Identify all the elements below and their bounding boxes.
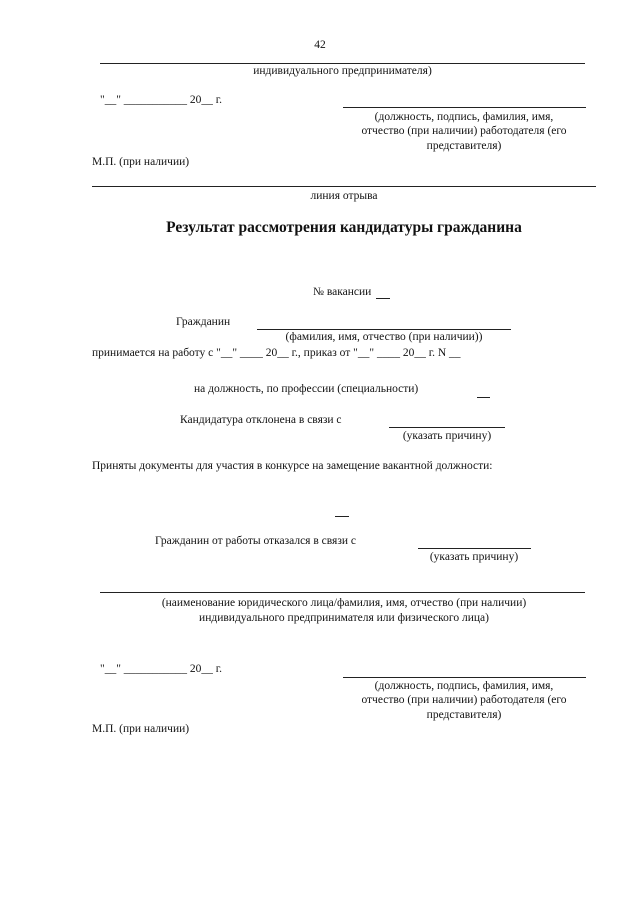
entity-underline-bottom	[100, 592, 585, 593]
vacancy-number-label	[313, 285, 371, 299]
date-line-top: "__" ___________ 20__ г.	[100, 94, 223, 106]
date-line-bottom: "__" ___________ 20__ г.	[100, 663, 223, 675]
stamp-top: М.П. (при наличии)	[92, 156, 190, 168]
rejected-reason-line	[389, 427, 505, 428]
refused-line: Гражданин от работы отказался в связи с	[155, 535, 356, 547]
entrepreneur-caption-top: индивидуального предпринимателя)	[253, 65, 432, 77]
hired-line: принимается на работу с "__" ____ 20__ г., приказ от "__" ____ 20__ г. N __	[92, 347, 461, 359]
page-number: 42	[314, 39, 326, 51]
vacancy-number-line	[376, 298, 390, 299]
refused-reason-line	[418, 548, 531, 549]
form-title: Результат рассмотрения кандидатуры гражданина	[166, 219, 522, 236]
stamp-bottom: М.П. (при наличии)	[92, 723, 190, 735]
citizen-label: Гражданин	[176, 316, 231, 328]
tear-line	[92, 186, 596, 187]
position-line: на должность, по профессии (специальности)	[194, 383, 419, 395]
signature-line-bottom	[343, 677, 586, 678]
signature-caption-bottom-1: (должность, подпись, фамилия, имя,	[374, 680, 554, 692]
refused-reason-caption: (указать причину)	[429, 551, 519, 563]
rejected-reason-caption: (указать причину)	[402, 430, 492, 442]
signature-line-top	[343, 107, 586, 108]
signature-caption-bottom-3: представителя)	[426, 709, 502, 721]
documents-answer-line	[335, 516, 349, 517]
rejected-line: Кандидатура отклонена в связи с	[180, 414, 342, 426]
signature-caption-bottom-2: отчество (при наличии) работодателя (его	[361, 694, 567, 706]
position-answer-line	[477, 397, 490, 398]
entity-caption-bottom-2: индивидуального предпринимателя или физического лица)	[199, 612, 489, 624]
signature-caption-top-2: отчество (при наличии) работодателя (его	[361, 125, 567, 137]
signature-caption-top-1: (должность, подпись, фамилия, имя,	[374, 111, 554, 123]
signature-caption-top-3: представителя)	[426, 140, 502, 152]
citizen-name-caption: (фамилия, имя, отчество (при наличии))	[285, 331, 483, 343]
vacancy-number-text: № вакансии	[313, 286, 372, 298]
entity-caption-bottom-1: (наименование юридического лица/фамилия, имя, отчество (при наличии)	[161, 597, 527, 609]
documents-line: Приняты документы для участия в конкурсе на замещение вакантной должности:	[92, 460, 493, 472]
tear-line-label: линия отрыва	[310, 190, 378, 202]
